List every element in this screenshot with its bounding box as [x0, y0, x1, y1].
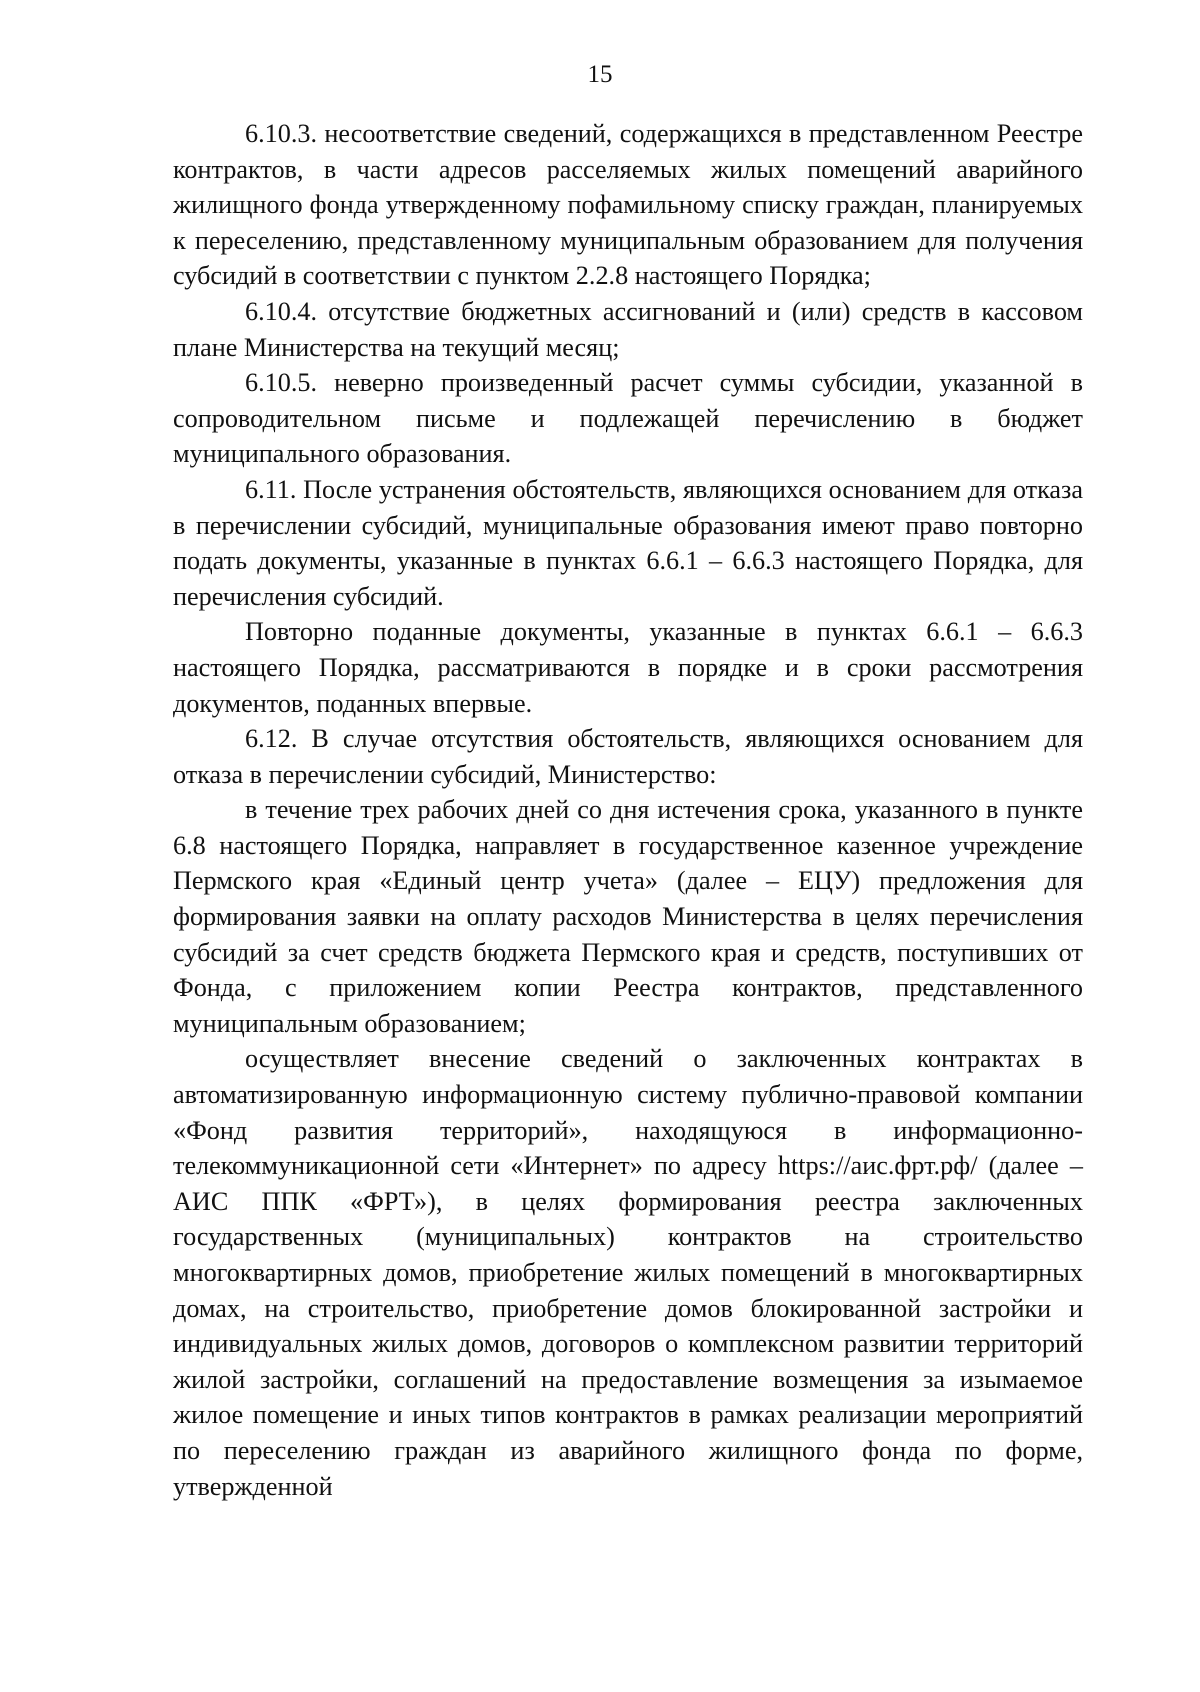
- paragraph-6-10-5: 6.10.5. неверно произведенный расчет суммы субсидии, указанной в сопроводительном письме и подлежащей перечислению в бюджет муниципального образования.: [173, 368, 1083, 469]
- paragraph-6-12: 6.12. В случае отсутствия обстоятельств, являющихся основанием для отказа в перечислении субсидий, Министерство:: [173, 724, 1083, 789]
- paragraph-resubmission: Повторно поданные документы, указанные в пунктах 6.6.1 – 6.6.3 настоящего Порядка, рассматриваются в порядке и в сроки рассмотрения документов, поданных впервые.: [173, 617, 1083, 718]
- paragraph-6-10-4: 6.10.4. отсутствие бюджетных ассигнований и (или) средств в кассовом плане Министерства на текущий месяц;: [173, 296, 1083, 362]
- document-body: [173, 116, 1083, 1504]
- paragraph-6-11: 6.11. После устранения обстоятельств, являющихся основанием для отказа в перечислении субсидий, муниципальные образования имеют право повторно подать документы, указанные в пунктах 6.6.1 – 6.6.3 настоящего Порядка, для перечисления субсидий.: [173, 474, 1083, 611]
- paragraph-ecu-proposal: в течение трех рабочих дней со дня истечения срока, указанного в пункте 6.8 настоящего Порядка, направляет в государственное казенное учреждение Пермского края «Единый центр учета» (далее – ЕЦУ) предложения для формирования заявки на оплату расходов Министерства в целях перечисления субсидий за счет средств бюджета Пермского края и средств, поступивших от Фонда, с приложением копии Реестра контрактов, представленного муниципальным образованием;: [173, 795, 1083, 1038]
- page-number: 15: [587, 61, 613, 88]
- paragraph-ais-frt: осуществляет внесение сведений о заключенных контрактах в автоматизированную информационную систему публично-правовой компании «Фонд развития территорий», находящуюся в информационно-телекоммуникационной сети «Интернет» по адресу https://аис.фрт.рф/ (далее – АИС ППК «ФРТ»), в целях формирования реестра заключенных государственных (муниципальных) контрактов на строительство многоквартирных домов, приобретение жилых помещений в многоквартирных домах, на строительство, приобретение домов блокированной застройки и индивидуальных жилых домов, договоров о комплексном развитии территорий жилой застройки, соглашений на предоставление возмещения за изымаемое жилое помещение и иных типов контрактов в рамках реализации мероприятий по переселению граждан из аварийного жилищного фонда по форме, утвержденной: [173, 1044, 1083, 1501]
- paragraph-6-10-3: 6.10.3. несоответствие сведений, содержащихся в представленном Реестре контрактов, в части адресов расселяемых жилых помещений аварийного жилищного фонда утвержденному пофамильному списку граждан, планируемых к переселению, представленному муниципальным образованием для получения субсидий в соответствии с пунктом 2.2.8 настоящего Порядка;: [173, 119, 1083, 291]
